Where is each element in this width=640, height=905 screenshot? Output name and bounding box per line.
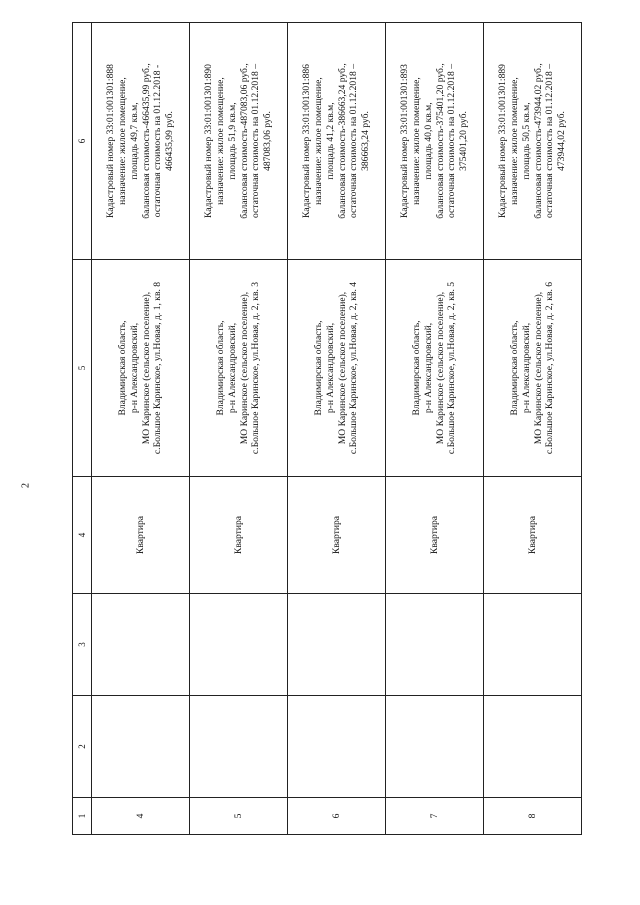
property-details xyxy=(190,23,288,260)
address-line: с.Большое Каринское, ул.Новая, д. 1, кв. 8 xyxy=(152,281,164,455)
property-type: Квартира xyxy=(92,477,190,594)
details-line: назначение: жилое помещение, xyxy=(411,77,423,205)
cell-col-3 xyxy=(190,594,288,696)
property-address xyxy=(190,260,288,477)
page-number: 2 xyxy=(20,483,32,488)
address-line: МО Каринское (сельское поселение), xyxy=(336,291,348,445)
details-line: 466435,99 руб. xyxy=(163,111,175,171)
property-type: Квартира xyxy=(288,477,386,594)
details-line: остаточная стоимость на 01.12.2018 – xyxy=(348,64,360,219)
property-type: Квартира xyxy=(190,477,288,594)
details-line: назначение: жилое помещение, xyxy=(509,77,521,205)
details-line: балансовая стоимость-386663,24 руб., xyxy=(336,63,348,219)
address-line: р-н Александровский, xyxy=(128,322,140,414)
details-line: 487083,06 руб. xyxy=(261,111,273,171)
property-address xyxy=(288,260,386,477)
details-line: площадь 49,7 кв.м, xyxy=(128,102,140,180)
address-line: р-н Александровский, xyxy=(422,322,434,414)
table-row xyxy=(190,23,288,835)
address-line: с.Большое Каринское, ул.Новая, д. 2, кв. 6 xyxy=(544,281,556,455)
address-line: с.Большое Каринское, ул.Новая, д. 2, кв. 3 xyxy=(250,281,262,455)
header-col-1: 1 xyxy=(73,798,92,835)
address-line: р-н Александровский, xyxy=(324,322,336,414)
details-line: Кадастровый номер 33:01:001301:890 xyxy=(203,64,215,218)
header-col-2: 2 xyxy=(73,696,92,798)
property-address xyxy=(386,260,484,477)
address-line: МО Каринское (сельское поселение), xyxy=(532,291,544,445)
details-line: балансовая стоимость-487083,06 руб., xyxy=(238,63,250,219)
details-line: остаточная стоимость на 01.12.2018 – xyxy=(544,64,556,219)
details-line: балансовая стоимость-466435,99 руб., xyxy=(140,63,152,219)
cell-col-3 xyxy=(92,594,190,696)
details-line: 386663,24 руб. xyxy=(359,111,371,171)
address-line: р-н Александровский, xyxy=(520,322,532,414)
table-row xyxy=(92,23,190,835)
details-line: остаточная стоимость на 01.12.2018 – xyxy=(250,64,262,219)
details-line: площадь 40,0 кв.м, xyxy=(422,102,434,180)
cell-col-2 xyxy=(484,696,582,798)
address-line: р-н Александровский, xyxy=(226,322,238,414)
row-number: 8 xyxy=(484,798,582,835)
row-number: 4 xyxy=(92,798,190,835)
details-line: Кадастровый номер 33:01:001301:888 xyxy=(105,64,117,218)
address-line: МО Каринское (сельское поселение), xyxy=(238,291,250,445)
cell-col-3 xyxy=(288,594,386,696)
cell-col-3 xyxy=(484,594,582,696)
address-line: с.Большое Каринское, ул.Новая, д. 2, кв. 5 xyxy=(446,281,458,455)
details-line: площадь 51,9 кв.м, xyxy=(226,102,238,180)
address-line: Владимирская область, xyxy=(117,320,129,416)
details-line: Кадастровый номер 33:01:001301:886 xyxy=(301,64,313,218)
property-address xyxy=(92,260,190,477)
table-row xyxy=(484,23,582,835)
header-col-4: 4 xyxy=(73,477,92,594)
details-line: площадь 41,2 кв.м, xyxy=(324,102,336,180)
row-number: 5 xyxy=(190,798,288,835)
cell-col-2 xyxy=(386,696,484,798)
details-line: балансовая стоимость-375401,20 руб., xyxy=(434,63,446,219)
property-details xyxy=(288,23,386,260)
details-line: назначение: жилое помещение, xyxy=(313,77,325,205)
property-address xyxy=(484,260,582,477)
details-line: назначение: жилое помещение, xyxy=(117,77,129,205)
rotated-table-container xyxy=(72,65,582,835)
row-number: 7 xyxy=(386,798,484,835)
cell-col-2 xyxy=(288,696,386,798)
cell-col-2 xyxy=(190,696,288,798)
details-line: балансовая стоимость-473944,02 руб., xyxy=(532,63,544,219)
property-table xyxy=(72,22,582,835)
details-line: назначение: жилое помещение, xyxy=(215,77,227,205)
address-line: Владимирская область, xyxy=(313,320,325,416)
table-row xyxy=(386,23,484,835)
row-number: 6 xyxy=(288,798,386,835)
details-line: 375401,20 руб. xyxy=(457,111,469,171)
property-details xyxy=(484,23,582,260)
table-header-row xyxy=(73,23,92,835)
property-details xyxy=(386,23,484,260)
address-line: Владимирская область, xyxy=(215,320,227,416)
details-line: остаточная стоимость на 01.12.2018 - xyxy=(152,64,164,218)
header-col-6: 6 xyxy=(73,23,92,260)
property-details xyxy=(92,23,190,260)
details-line: Кадастровый номер 33:01:001301:889 xyxy=(497,64,509,218)
cell-col-2 xyxy=(92,696,190,798)
address-line: Владимирская область, xyxy=(411,320,423,416)
details-line: площадь 50,5 кв.м, xyxy=(520,102,532,180)
cell-col-3 xyxy=(386,594,484,696)
address-line: Владимирская область, xyxy=(509,320,521,416)
table-row xyxy=(288,23,386,835)
header-col-5: 5 xyxy=(73,260,92,477)
details-line: остаточная стоимость на 01.12.2018 – xyxy=(446,64,458,219)
details-line: Кадастровый номер 33:01:001301:893 xyxy=(399,64,411,218)
property-type: Квартира xyxy=(484,477,582,594)
address-line: МО Каринское (сельское поселение), xyxy=(140,291,152,445)
address-line: с.Большое Каринское, ул.Новая, д. 2, кв. 4 xyxy=(348,281,360,455)
address-line: МО Каринское (сельское поселение), xyxy=(434,291,446,445)
details-line: 473944,02 руб. xyxy=(555,111,567,171)
header-col-3: 3 xyxy=(73,594,92,696)
property-type: Квартира xyxy=(386,477,484,594)
